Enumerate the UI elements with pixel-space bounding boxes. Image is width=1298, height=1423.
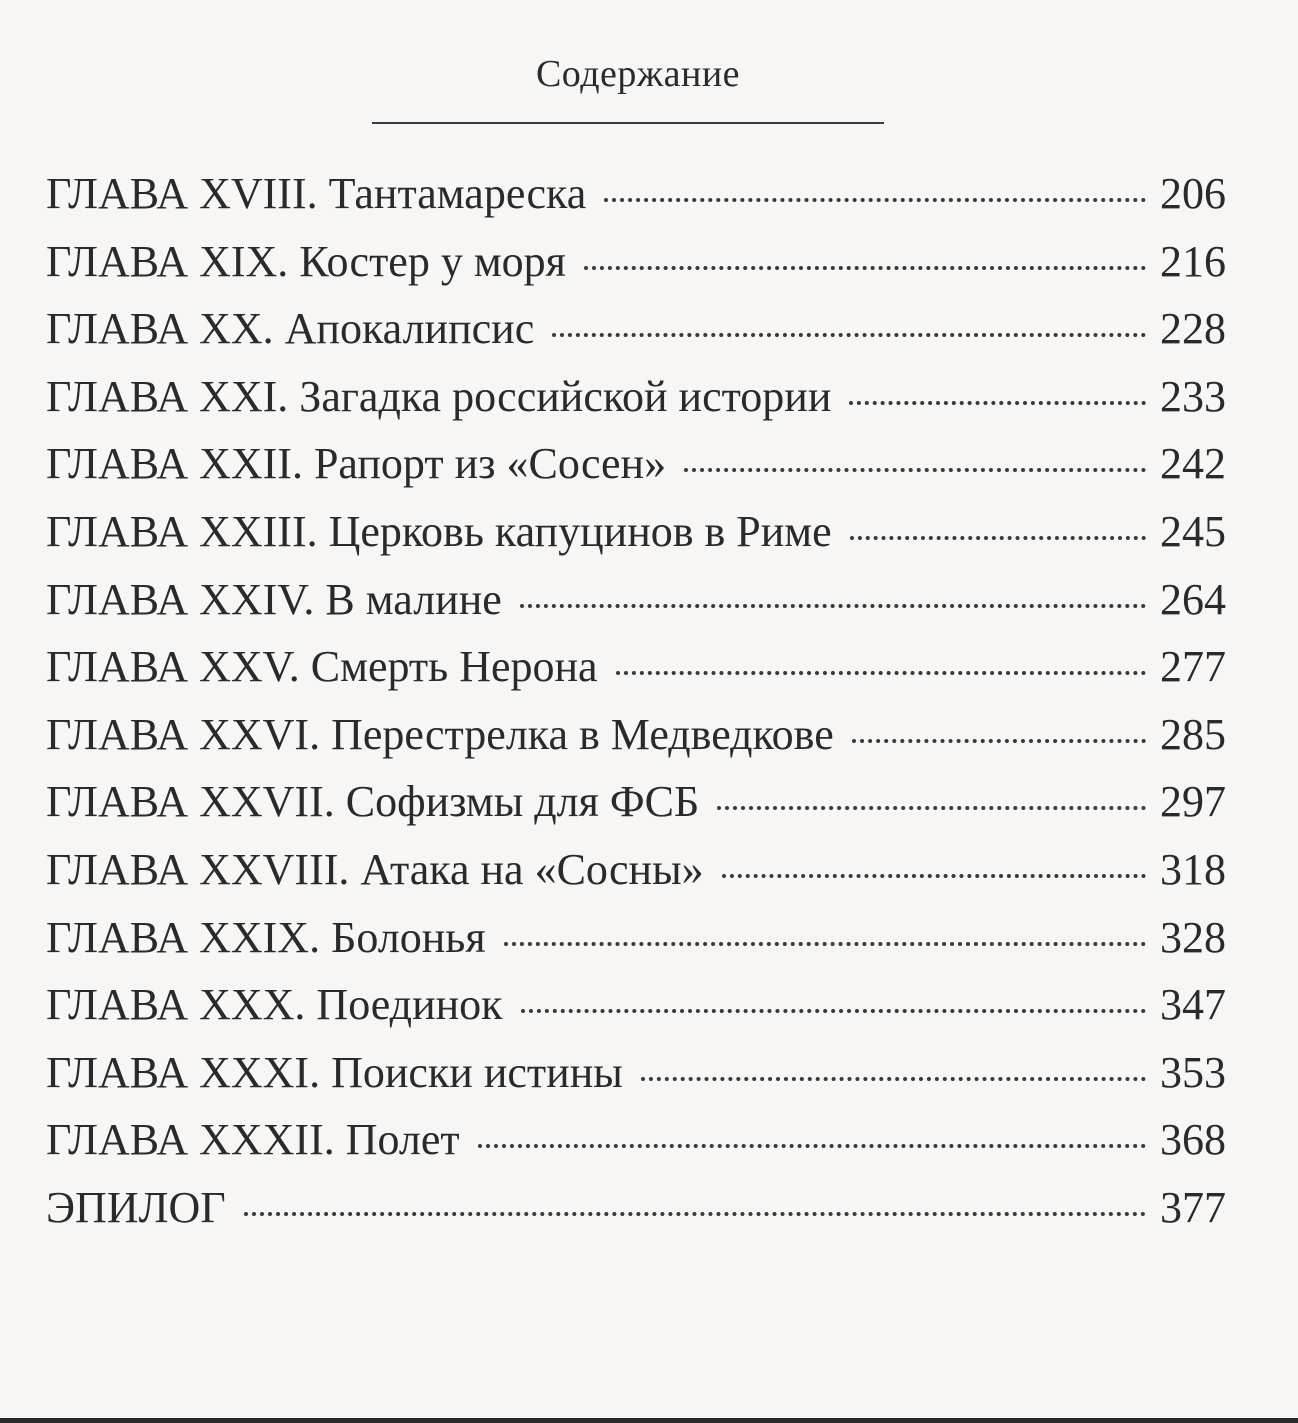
toc-entry (46, 363, 1226, 431)
toc-entry-page: 264 (1160, 574, 1226, 624)
toc-entry-page: 206 (1160, 169, 1226, 218)
dot-leader (504, 942, 1146, 946)
dot-leader (717, 806, 1146, 810)
toc-entry-title: ГЛАВА XIX. Костер у моря (46, 236, 566, 286)
dot-leader (641, 1077, 1146, 1081)
dot-leader (849, 401, 1146, 405)
toc-entry-page: 328 (1160, 912, 1226, 962)
toc-entry-epilogue (46, 1174, 1226, 1242)
dot-leader (521, 1009, 1146, 1013)
dot-leader (520, 604, 1146, 608)
dot-leader (616, 671, 1146, 675)
toc-entry-title: ГЛАВА XXIII. Церковь капуцинов в Риме (46, 506, 832, 556)
toc-entry-page: 318 (1160, 844, 1226, 894)
toc-entry-page: 277 (1160, 642, 1226, 692)
toc-entry-title: ГЛАВА XX. Апокалипсис (46, 304, 535, 354)
dot-leader (604, 198, 1146, 202)
toc-entry (46, 1039, 1226, 1107)
table-of-contents (46, 160, 1226, 1242)
toc-entry-title: ГЛАВА XXVIII. Атака на «Сосны» (46, 844, 704, 894)
toc-entry-title: ГЛАВА XXIX. Болонья (46, 912, 486, 962)
toc-entry-page: 245 (1160, 506, 1226, 556)
toc-entry-page: 347 (1160, 980, 1226, 1030)
toc-entry-title: ГЛАВА XXXI. Поиски истины (46, 1047, 623, 1097)
dot-leader (552, 333, 1146, 337)
toc-entry-title: ГЛАВА XVIII. Тантамареска (46, 169, 587, 218)
toc-entry (46, 633, 1226, 701)
toc-entry-title: ГЛАВА XXVI. Перестрелка в Медведкове (46, 709, 834, 759)
dot-leader (244, 1212, 1146, 1216)
toc-entry-page: 285 (1160, 709, 1226, 759)
toc-entry-title: ГЛАВА XXII. Рапорт из «Сосен» (46, 439, 667, 489)
toc-entry-title: ГЛАВА XXI. Загадка российской истории (46, 371, 832, 421)
toc-entry-title: ГЛАВА XXVII. Софизмы для ФСБ (46, 777, 700, 827)
toc-entry-title: ГЛАВА XXV. Смерть Нерона (46, 642, 598, 692)
toc-entry (46, 701, 1226, 769)
toc-entry-page: 353 (1160, 1047, 1226, 1097)
dot-leader (722, 874, 1146, 878)
dot-leader (852, 739, 1146, 743)
toc-entry-page: 368 (1160, 1115, 1226, 1165)
toc-entry (46, 768, 1226, 836)
toc-entry (46, 295, 1226, 363)
dot-leader (478, 1144, 1146, 1148)
toc-entry-page: 228 (1160, 304, 1226, 354)
dot-leader (684, 468, 1146, 472)
toc-entry (46, 904, 1226, 972)
toc-entry (46, 836, 1226, 904)
title-underline (372, 122, 884, 124)
toc-entry (46, 1106, 1226, 1174)
toc-entry-title: ЭПИЛОГ (46, 1182, 226, 1232)
toc-entry-title: ГЛАВА XXX. Поединок (46, 980, 503, 1030)
toc-entry (46, 971, 1226, 1039)
toc-entry (46, 430, 1226, 498)
toc-entry-page: 242 (1160, 439, 1226, 489)
dot-leader (584, 266, 1146, 270)
toc-entry (46, 498, 1226, 566)
toc-entry-page: 297 (1160, 777, 1226, 827)
toc-entry-title: ГЛАВА XXXII. Полет (46, 1115, 460, 1165)
toc-entry (46, 566, 1226, 634)
toc-entry (46, 228, 1226, 296)
page-bottom-edge (0, 1418, 1298, 1423)
toc-entry (46, 160, 1226, 228)
page-title: Содержание (535, 53, 741, 95)
toc-entry-page: 377 (1160, 1182, 1226, 1232)
dot-leader (850, 536, 1146, 540)
toc-entry-page: 233 (1160, 371, 1226, 421)
toc-entry-page: 216 (1160, 236, 1226, 286)
toc-entry-title: ГЛАВА XXIV. В малине (46, 574, 502, 624)
